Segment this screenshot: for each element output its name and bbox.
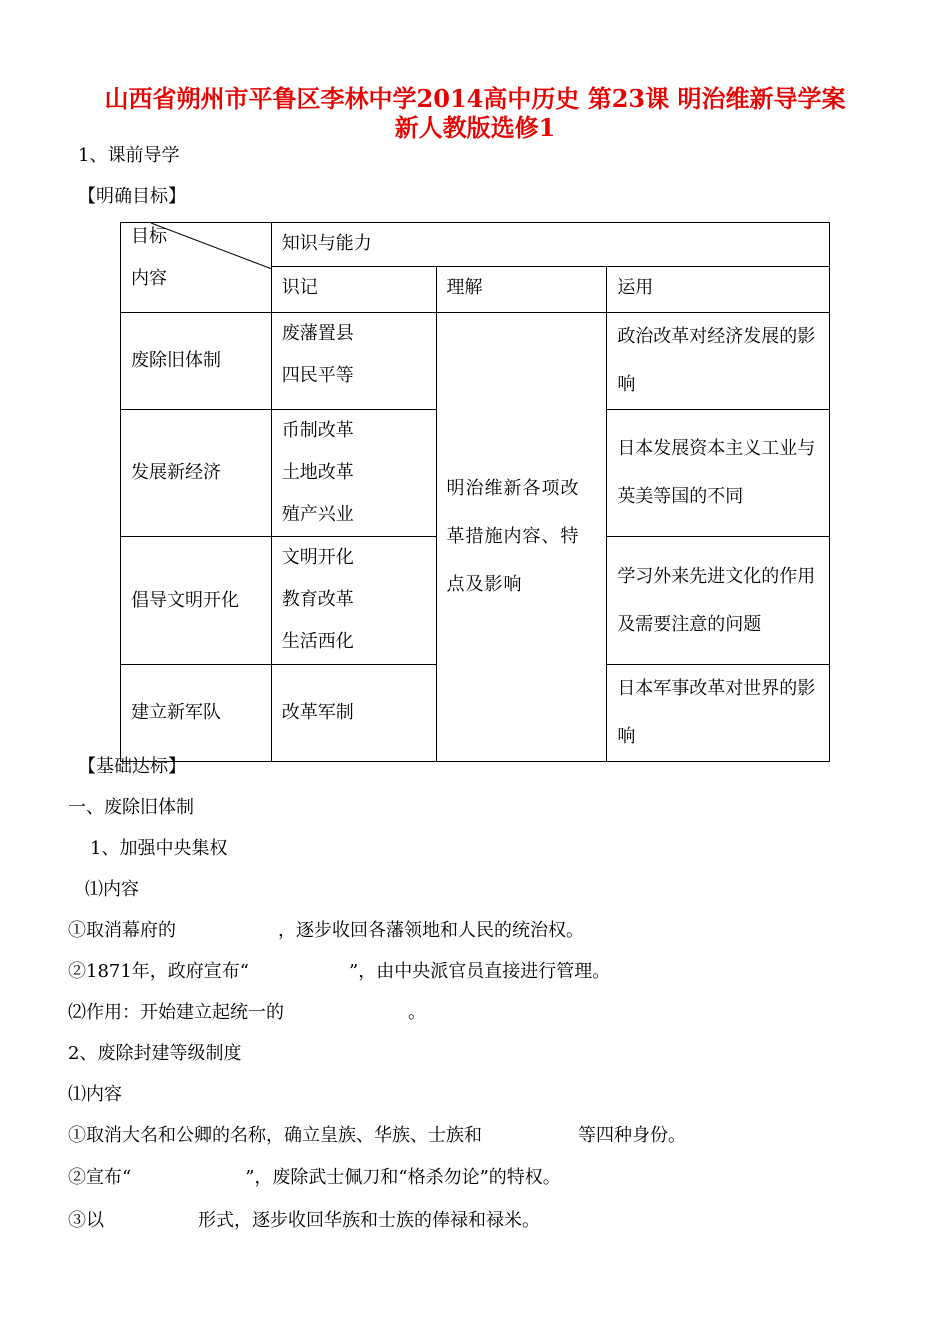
sub1-item2	[68, 960, 610, 984]
row-memorize-3	[271, 537, 436, 665]
sub1-effect-post: 。	[408, 1002, 426, 1023]
sub2-item2-post: ”，废除武士佩刀和“格杀勿论”的特权。	[245, 1167, 561, 1188]
sub2-heading: 2、废除封建等级制度	[68, 1043, 242, 1064]
row-memorize-4: 改革军制	[271, 665, 436, 762]
memorize-item: 生活西化	[281, 631, 354, 652]
row-content-1: 废除旧体制	[121, 313, 272, 410]
basics-heading: 【基础达标】	[78, 756, 186, 777]
memorize-item: 文明开化	[281, 547, 354, 568]
sub2-content-label: ⑴内容	[68, 1084, 122, 1105]
col-header-understand: 理解	[436, 267, 607, 313]
sub1-item2-post: ”，由中央派官员直接进行管理。	[349, 961, 611, 982]
goals-table	[120, 222, 830, 762]
group-header-knowledge: 知识与能力	[271, 223, 829, 267]
sub1-item1	[68, 919, 584, 943]
goals-heading: 【明确目标】	[78, 186, 186, 207]
sub2-item1-post: 等四种身份。	[578, 1125, 686, 1146]
row-apply-2: 日本发展资本主义工业与英美等国的不同	[607, 410, 830, 537]
memorize-item: 四民平等	[281, 365, 354, 386]
sub1-effect-pre: ⑵作用：开始建立起统一的	[68, 1002, 284, 1023]
sub1-item2-pre: ②1871年，政府宣布“	[68, 961, 250, 982]
row-memorize-1	[271, 313, 436, 410]
row-memorize-2	[271, 410, 436, 537]
col-header-apply: 运用	[607, 267, 830, 313]
corner-label-goal: 目标	[131, 226, 167, 247]
memorize-item: 教育改革	[281, 589, 354, 610]
document-title-line1: 山西省朔州市平鲁区李林中学2014高中历史 第23课 明治维新导学案	[104, 84, 846, 113]
row-apply-3: 学习外来先进文化的作用及需要注意的问题	[607, 537, 830, 665]
sub1-item1-pre: ①取消幕府的	[68, 920, 176, 941]
part1-heading: 一、废除旧体制	[68, 797, 194, 818]
corner-label-content: 内容	[131, 268, 167, 289]
memorize-item: 殖产兴业	[281, 504, 354, 525]
row-apply-1: 政治改革对经济发展的影响	[607, 313, 830, 410]
row-content-3: 倡导文明开化	[121, 537, 272, 665]
understand-cell: 明治维新各项改革措施内容、特点及影响	[436, 313, 607, 762]
sub1-item1-post: ，逐步收回各藩领地和人民的统治权。	[278, 920, 584, 941]
row-content-2: 发展新经济	[121, 410, 272, 537]
sub2-item2	[68, 1166, 561, 1190]
memorize-item: 土地改革	[281, 462, 354, 483]
sub2-item3-pre: ③以	[68, 1210, 104, 1231]
col-header-memorize: 识记	[271, 267, 436, 313]
sub1-effect	[68, 1001, 426, 1025]
sub1-content-label: ⑴内容	[85, 879, 139, 900]
memorize-item: 废藩置县	[281, 323, 354, 344]
document-title-line2: 新人教版选修1	[394, 113, 556, 142]
row-apply-4: 日本军事改革对世界的影响	[607, 665, 830, 762]
row-content-4: 建立新军队	[121, 665, 272, 762]
sub1-heading: 1、加强中央集权	[90, 838, 228, 859]
section-preview-heading: 1、课前导学	[78, 145, 180, 166]
sub2-item1-pre: ①取消大名和公卿的名称，确立皇族、华族、士族和	[68, 1125, 482, 1146]
sub2-item1	[68, 1124, 686, 1148]
sub2-item3-post: 形式，逐步收回华族和士族的俸禄和禄米。	[198, 1210, 540, 1231]
memorize-item: 币制改革	[281, 420, 354, 441]
sub2-item3	[68, 1209, 540, 1233]
corner-header-cell	[121, 223, 272, 313]
sub2-item2-pre: ②宣布“	[68, 1167, 132, 1188]
